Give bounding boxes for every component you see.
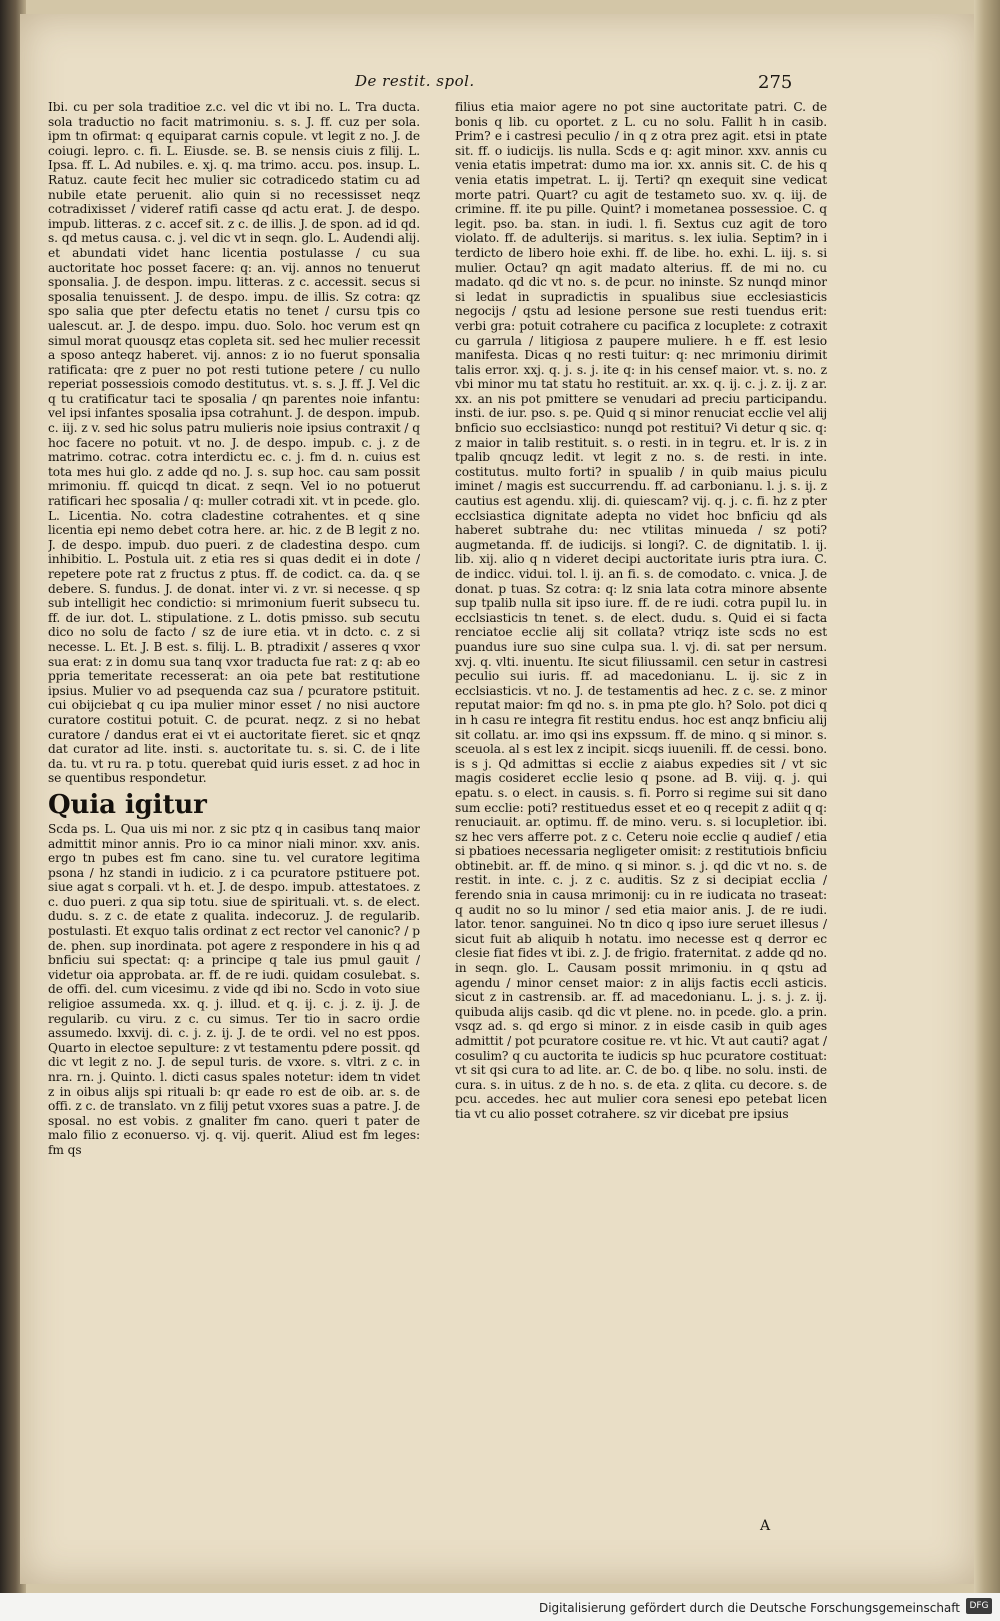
running-head: De restit. spol. (355, 72, 475, 90)
footer-credit: Digitalisierung gefördert durch die Deutsche Forschungsgemeinschaft (538, 1601, 960, 1615)
left-column (48, 100, 420, 1580)
catchword: A (760, 1518, 771, 1534)
left-column-text-continued: Scda ps. L. Qua uis mi nor. z sic ptz q in casibus tanq maior admittit minor annis. Pro io ca minor niali minor. xxv. anis. ergo tn pubes est fm cano. sine tu. vel curatore legitima psona / hz standi in iudicio. z i ca pcuratore pstituere pot. siue agat s corpali. vt h. et. J. de despo. impub. attestatoes. z c. duo pueri. z qua sip totu. siue de spirituali. vt. s. de elect. dudu. s. z c. de etate z qualita. indecoruz. J. de regularib. postulasti. Et exquo talis ordinat z ect rector vel canonic? / p de. phen. sup inordinata. pot agere z respondere in his q ad bnficiu sui spectat: q: a principe q tale ius pmul gauit / videtur oia approbata. ar. ff. de re iudi. quidam cosulebat. s. de offi. del. cum vicesimu. z vide qd ibi no. Scdo in voto siue religioe assumeda. xx. q. j. illud. et q. ij. c. j. z. ij. J. de regularib. cu viru. z c. cu simus. Ter tio in sacro ordie assumedo. lxxvij. di. c. j. z. ij. J. de te ordi. vel no est ppos. Quarto in electoe sepulture: z vt testamentu pdere possit. qd dic vt legit z no. J. de sepul turis. de vxore. s. vltri. z c. in nra. rn. j. Quinto. l. dicti casus spales notetur: idem tn videt z in oibus alijs spi rituali b: qr eade ro est de oib. ar. s. de offi. z c. de translato. vn z filij petut vxores suas a patre. J. de sposal. no est vobis. z gnaliter fm cano. queri t pater de malo filio z econuerso. vj. q. vij. querit. Aliud est fm leges: fm qs (48, 821, 420, 1157)
left-column-text: Ibi. cu per sola traditioe z.c. vel dic vt ibi no. L. Tra ducta. sola traductio no facit matrimoniu. s. s. J. ff. cuz per sola. ipm tn ofirmat: q equiparat carnis copule. vt legit z no. J. de coiugi. lepro. c. fi. L. Eiusde. se. B. se nensis ciuis z filij. L. Ipsa. ff. L. Ad nubiles. e. xj. q. ma trimo. accu. pos. insup. L. Ratuz. caute fecit hec mulier sic cotradicedo statim cu ad nubile etate peruenit. alio quin si no recessisset neqz cotradixisset / videref ratifi casse qd actu erat. J. de despo. impub. litteras. z c. accef sit. z c. de illis. J. de spon. ad id qd. s. qd metus causa. c. j. vel dic vt in seqn. glo. L. Audendi alij. et abundati videt hanc licentia postulasse / cu sua auctoritate hoc posset facere: q: an. vij. annos no tenuerut sponsalia. J. de despon. impu. litteras. z c. accessit. secus si sposalia tenuissent. J. de despo. impu. de illis. Sz cotra: qz spo salia que pter defectu etatis no tenet / cursu tpis co ualescut. ar. J. de despo. impu. duo. Solo. hoc verum est qn simul morat quousqz etas copleta sit. sed hec mulier recessit a sposo anteqz haberet. vij. annos: z io no fuerut sponsalia ratificata: qre z puer no pot resti tutione petere / cu nullo reperiat possessiois comodo destitutus. vt. s. s. J. ff. J. Vel dic q tu cratificatur taci te sposalia / qn parentes noie infantu: vel ipsi infantes sposalia ipsa cotrahunt. J. de despon. impub. c. iij. z v. sed hic solus patru mulieris noie ipsius contraxit / q hoc facere no potuit. vt no. J. de despo. impub. c. j. z de matrimo. cotrac. cotra interdictu ec. c. j. fm d. n. cuius est tota mes hui glo. z adde qd no. J. s. sup hoc. cau sam possit mrimoniu. ff. quicqd tn dicat. z seqn. Vel io no potuerut ratificari hec sposalia / q: muller cotradi xit. vt in pcede. glo. L. Licentia. No. cotra cladestine cotrahentes. et q sine licentia epi nemo debet cotra here. ar. hic. z de B legit z no. J. de despo. impub. duo pueri. z de cladestina despo. cum inhibitio. L. Postula uit. z etia res si quas dedit ei in dote / repetere pote rat z fructus z ptus. ff. de codict. ca. da. q se debere. S. fundus. J. de donat. inter vi. z vr. si necesse. q sp sub intelligit hec condictio: si mrimonium fuerit subsecu tu. ff. de iur. dot. L. stipulatione. z L. dotis pmisso. sub secutu dico no solu de facto / sz de iure etia. vt in dcto. c. z si necesse. L. Et. J. B est. s. filij. L. B. ptradixit / asseres q vxor sua erat: z in domu sua tanq vxor traducta fue rat: z q: ab eo ppria temeritate recesserat: an oia pete bat restitutione ipsius. Mulier vo ad psequenda caz sua / pcuratore pstituit. cui obijciebat q cu ipa mulier minor esset / no nisi auctore curatore costitui potuit. C. de pcurat. neqz. z si no hebat curatore / dandus erat ei vt ei auctoritate fieret. sic et qnqz dat curator ad lite. insti. s. auctoritate tu. s. si. C. de i lite da. tu. vt ru ra. p totu. querebat quid iuris esset. z ad hoc in se quentibus respondetur. (48, 100, 420, 786)
section-rubric: Quia igitur (48, 789, 207, 820)
right-column (455, 100, 827, 1580)
dfg-logo: DFG (966, 1598, 992, 1614)
folio-number: 275 (758, 72, 793, 93)
right-column-text: filius etia maior agere no pot sine auctoritate patri. C. de bonis q lib. cu oportet. z L. cu no solu. Fallit h in casib. Prim? e i castresi peculio / in q z otra prez agit. etsi in ptate sit. ff. o iudicijs. lis nulla. Scds e q: agit minor. xxv. annis cu venia etatis impetrat: dumo ma ior. xx. annis sit. C. de his q venia etatis impetrat. L. ij. Terti? qn exequit sine vedicat morte patri. Quart? cu agit de testameto suo. xv. q. iij. de crimine. ff. ite pu pille. Quint? i mometanea possessioe. C. q legit. pso. ba. stan. in iudi. l. fi. Sextus cuz agit de toro violato. ff. de adulterijs. si maritus. s. lex iulia. Septim? in i terdicto de libero hoie exhi. ff. de libe. ho. exhi. L. iij. s. si mulier. Octau? qn agit madato alterius. ff. de mi no. cu madato. qd dic vt no. s. de pcur. no ininste. Sz nunqd minor si ledat in supradictis in spualibus siue ecclesiasticis negocijs / qstu ad lesione persone sue resti tuendus erit: verbi gra: potuit cotrahere cu pacifica z locuplete: z cotraxit cu garrula / litigiosa z paupere muliere. h e ff. est lesio manifesta. Dicas q no resti tuitur: q: nec mrimoniu dirimit talis error. xxj. q. j. s. j. ite q: in his censef maior. vt. s. no. z vbi minor mu tat statu ho restituit. ar. xx. q. ij. c. j. z. ij. z ar. xx. an nis pot pmittere se venudari ad preciu participandu. insti. de iur. pso. s. pe. Quid q si minor renuciat ecclie vel alij bnficio suo ecclsiastico: nunqd pot restitui? Vi detur q sic. q: z maior in talib restituit. s. o resti. in in tegru. et. lr is. z in tpalib qncuqz ledit. vt legit z no. s. de resti. in inte. costitutus. multo forti? in spualib / in quib maius piculu iminet / magis est succurrendu. ff. ad carbonianu. l. j. s. ij. z cautius est agendu. xlij. di. quiescam? vij. q. j. c. fi. hz z pter ecclsiastica dignitate adepta no videt hoc bnficiu qd als haberet subtrahe du: nec vtilitas minueda / sz poti? augmetanda. ff. de iudicijs. si longi?. C. de dignitatib. l. ij. lib. xij. alio q n videret decipi auctoritate iuris ptra iura. C. de indicc. vidui. tol. l. ij. an fi. s. de comodato. c. vnica. J. de donat. p tuas. Sz cotra: q: lz snia lata cotra minore absente sup tpalib nulla sit ipso iure. ff. de re iudi. cotra pupil lu. in ecclsiasticis tn tenet. s. de elect. dudu. s. Quid ei si facta renciatoe ecclie alij sit collata? vtriqz iste scds no est puandus iure suo sine culpa sua. l. vj. di. sat per nersum. xvj. q. vlti. inuentu. Ite sicut filiussamil. cen setur in castresi peculio sui iuris. ff. ad macedonianu. L. ij. sic z in ecclsiasticis. vt no. J. de testamentis ad hec. z c. se. z minor reputat maior: fm qd no. s. in pma pte glo. h? Solo. pot dici q in h casu re integra fit restitu endus. hoc est anqz bnficiu alij sit collatu. ar. imo qsi ins expssum. ff. de mino. q si minor. s. sceuola. al s est lex z incipit. sicqs iuuenili. ff. de cessi. bono. is s j. Qd admittas si ecclie z aiabus expedies sit / vt sic magis cosideret ecclie lesio q psone. ad B. viij. q. j. qui epatu. s. o elect. in causis. s. fi. Porro si regime sui sit dano sum ecclie: poti? restituedus esset et eo q recepit z adiit q q: renuciauit. ar. optimu. ff. de mino. veru. s. si locupletior. ibi. sz hec vers afferre pot. z c. Ceteru noie ecclie q audief / etia si pbatioes necessaria negligeter omisit: z restitutiois bnficiu obtinebit. ar. ff. de mino. q si minor. s. j. qd dic vt no. s. de restit. in inte. c. j. z c. auditis. Sz z si decipiat ecclia / ferendo snia in causa mrimonij: cu in re iudicata no traseat: q audit no so lu minor / sed etia maior anis. J. de re iudi. lator. tenor. sanguinei. No tn dico q ipso iure seruet illesus / sicut fuit ab aliquib h notatu. imo necesse est q derror ec clesie fiat fides vt ibi. z. J. de frigio. fraternitat. z adde qd no. in seqn. glo. L. Causam possit mrimoniu. in q qstu ad agendu / minor censet maior: z in alijs factis eccli asticis. sicut z in castrensib. ar. ff. ad macedonianu. L. j. s. j. z. ij. quibuda alijs casib. qd dic vt plene. no. in pcede. glo. a prin. vsqz ad. s. qd ergo si minor. z in eisde casib in quib ages admittit / pot pcuratore cositue re. vt hic. Vt aut cauti? agat / cosulim? q cu auctorita te iudicis sp huc pcuratore costituat: vt sit qsi cura to ad lite. ar. C. de bo. q libe. no solu. insti. de cura. s. in uitus. z de h no. s. de eta. z qlita. cu decore. s. de pcu. accedes. hec aut mulier cora senesi epo petebat licen tia vt cu alio posset cotrahere. sz vir dicebat pre ipsius (455, 100, 827, 1121)
page-edge (974, 0, 1000, 1621)
